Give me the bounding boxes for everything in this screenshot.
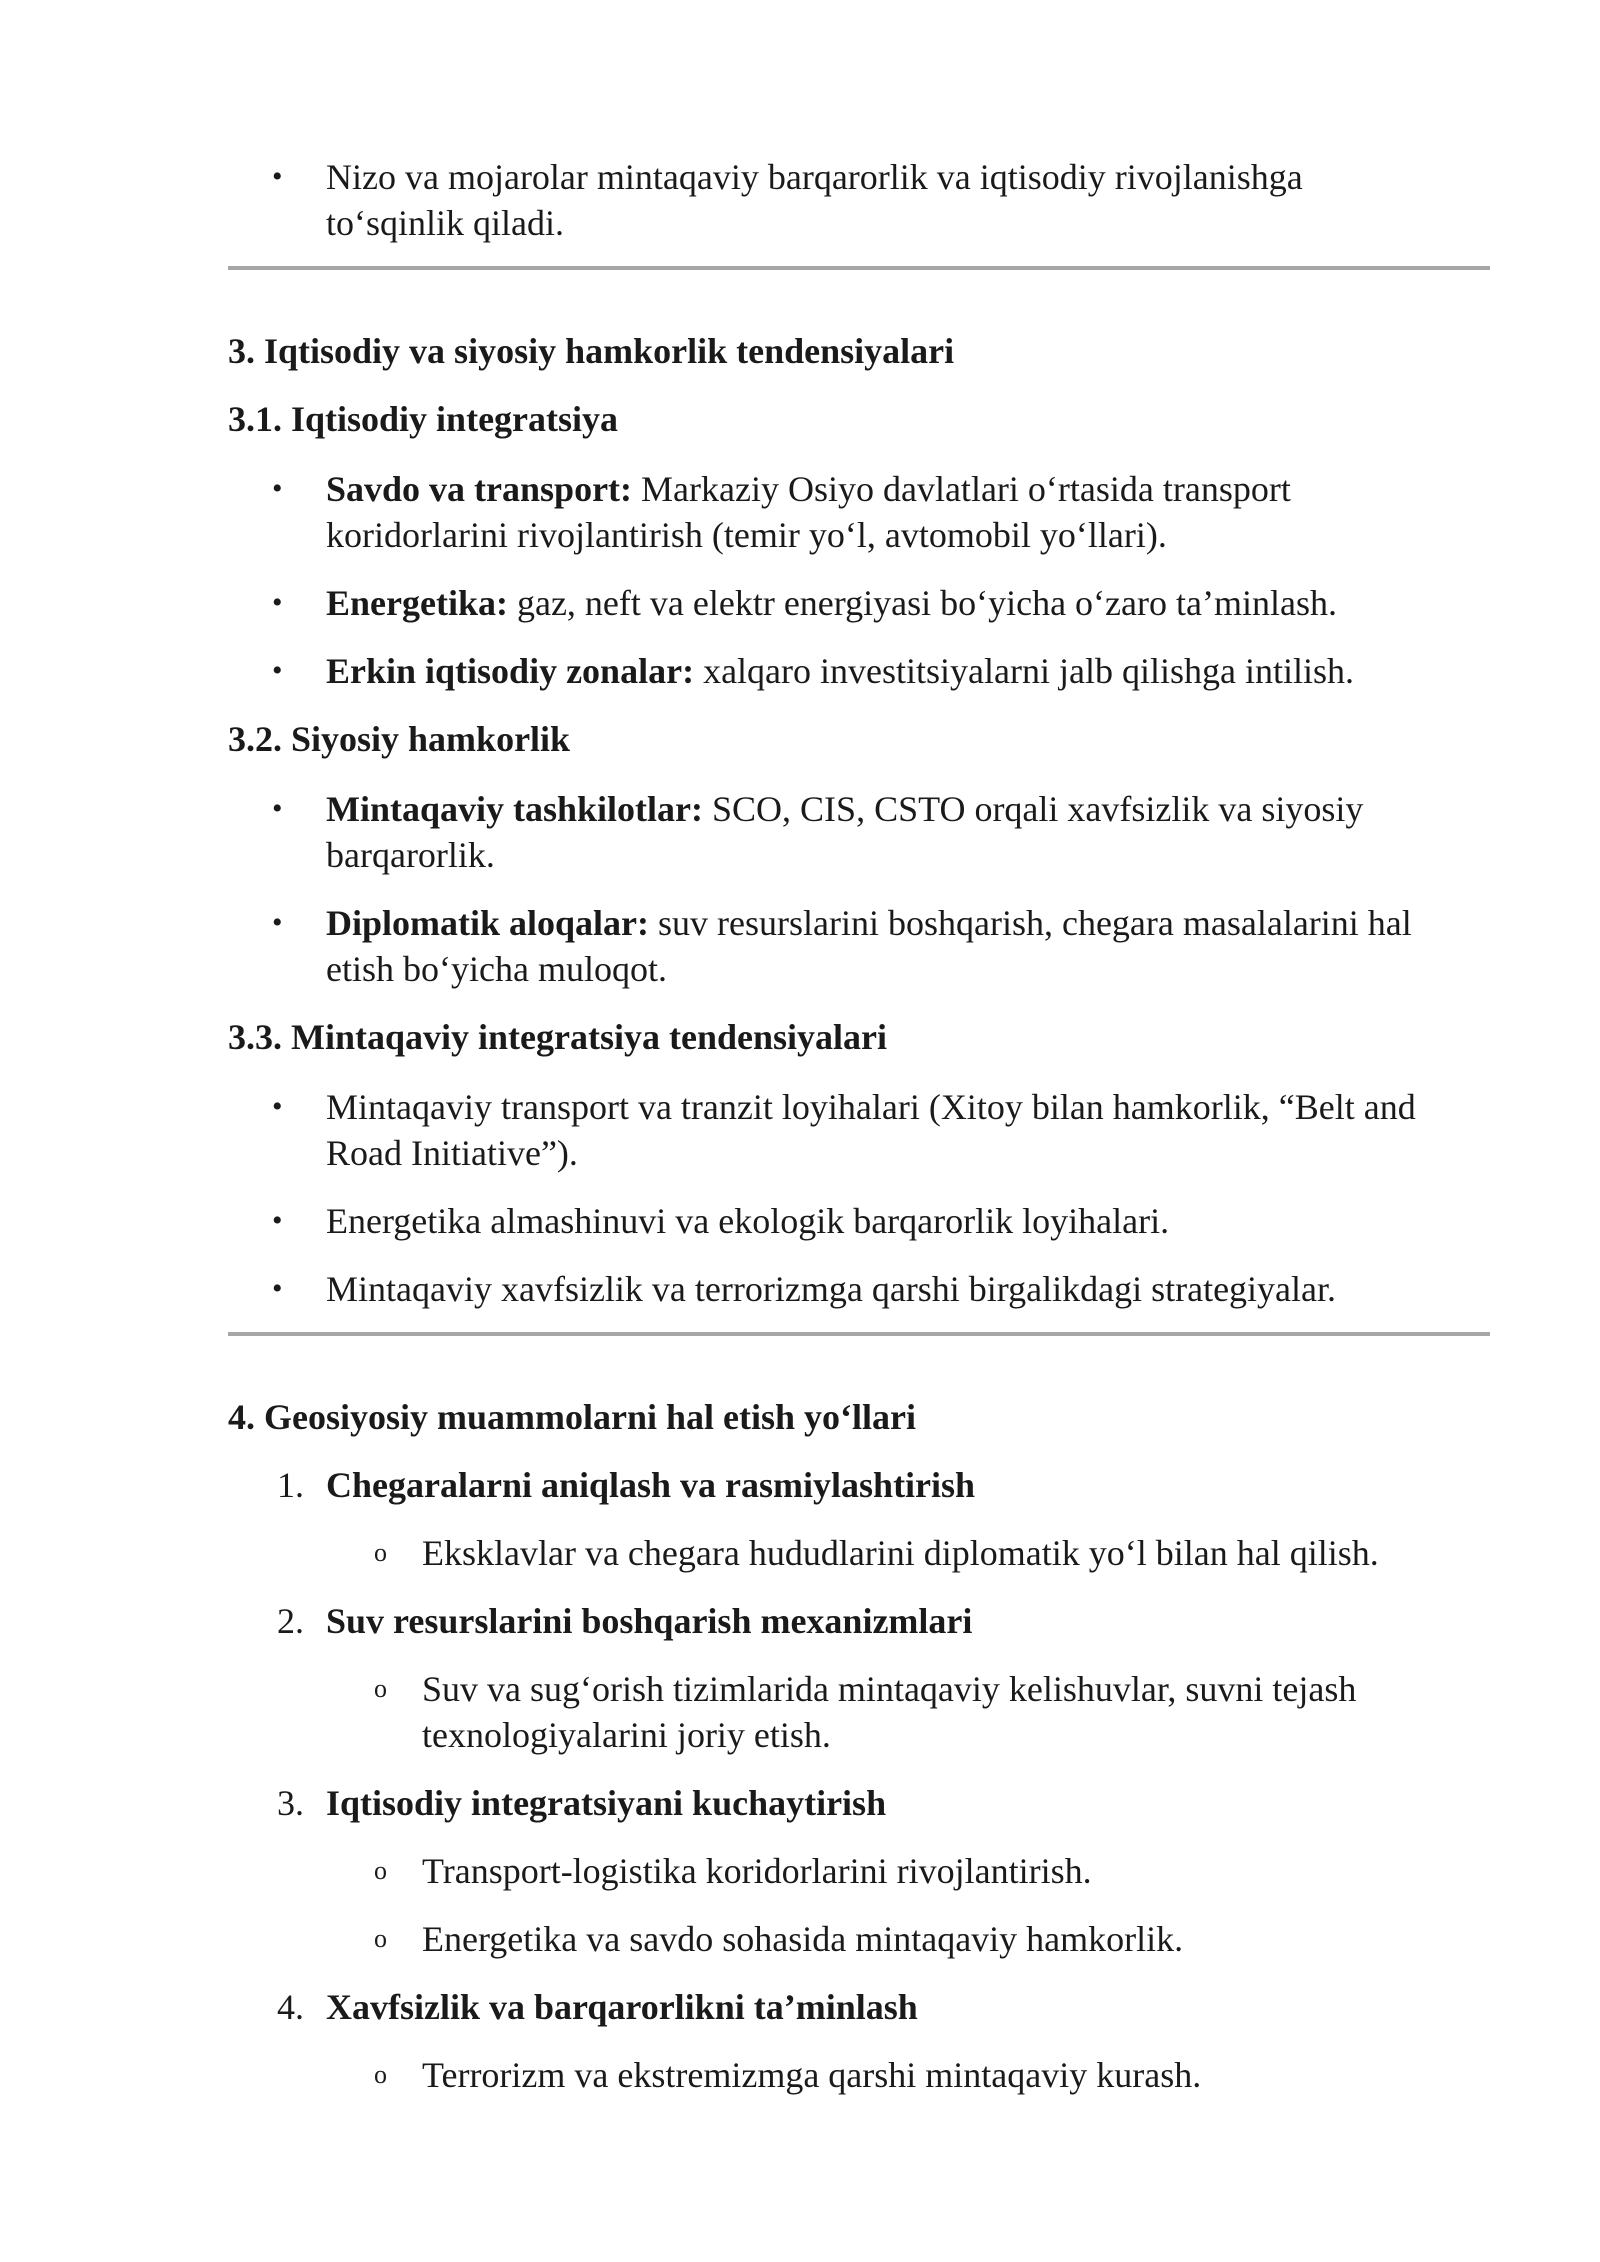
sub-bullet-marker: o <box>374 1674 387 1703</box>
bullet-marker: • <box>272 472 283 505</box>
list-item <box>326 900 1412 946</box>
list-item: Mintaqaviy transport va tranzit loyihalari (Xitoy bilan hamkorlik, “Belt and <box>326 1087 1416 1127</box>
intro-bullet-line2: to‘sqinlik qiladi. <box>326 203 564 243</box>
item-text-continued: Road Initiative”). <box>326 1133 578 1173</box>
sub-list-item-continued: texnologiyalarini joriy etish. <box>422 1715 831 1755</box>
sub-list-item: Eksklavlar va chegara hududlarini diplomatik yo‘l bilan hal qilish. <box>422 1533 1379 1573</box>
item-term: Erkin iqtisodiy zonalar: <box>326 651 695 691</box>
item-term: Savdo va transport: <box>326 469 633 509</box>
list-item <box>326 466 1291 512</box>
sub-bullet-marker: o <box>374 1856 387 1885</box>
section-divider <box>228 1332 1490 1336</box>
intro-bullet-line1: Nizo va mojarolar mintaqaviy barqarorlik va iqtisodiy rivojlanishga <box>326 157 1303 197</box>
item-text-continued: barqarorlik. <box>326 835 495 875</box>
item-text: suv resurslarini boshqarish, chegara masalalarini hal <box>649 903 1412 943</box>
list-number: 1. <box>277 1465 304 1505</box>
list-item <box>326 580 1337 626</box>
subsection-3-2-heading: 3.2. Siyosiy hamkorlik <box>228 719 571 759</box>
item-text: gaz, neft va elektr energiyasi bo‘yicha o‘zaro ta’minlash. <box>507 583 1337 623</box>
sub-list-item: Transport-logistika koridorlarini rivojlantirish. <box>422 1851 1092 1891</box>
list-number: 3. <box>277 1783 304 1823</box>
bullet-marker: • <box>272 792 283 825</box>
bullet-marker: • <box>272 586 283 619</box>
item-text: SCO, CIS, CSTO orqali xavfsizlik va siyosiy <box>703 789 1364 829</box>
numbered-item-title: Iqtisodiy integratsiyani kuchaytirish <box>326 1783 887 1823</box>
numbered-item-title: Chegaralarni aniqlash va rasmiylashtirish <box>326 1465 976 1505</box>
bullet-marker: • <box>272 160 283 193</box>
item-text: Markaziy Osiyo davlatlari o‘rtasida transport <box>632 469 1291 509</box>
numbered-item-title: Xavfsizlik va barqarorlikni ta’minlash <box>326 1987 918 2027</box>
sub-list-item: Terrorizm va ekstremizmga qarshi mintaqaviy kurash. <box>422 2055 1202 2095</box>
bullet-marker: • <box>272 1204 283 1237</box>
list-number: 4. <box>277 1987 304 2027</box>
item-text-continued: etish bo‘yicha muloqot. <box>326 949 667 989</box>
numbered-item-title: Suv resurslarini boshqarish mexanizmlari <box>326 1601 973 1641</box>
section-divider <box>228 266 1490 270</box>
item-term: Mintaqaviy tashkilotlar: <box>326 789 704 829</box>
list-item <box>326 786 1363 832</box>
item-text: xalqaro investitsiyalarni jalb qilishga intilish. <box>694 651 1354 691</box>
list-item <box>326 648 1354 694</box>
list-item: Energetika almashinuvi va ekologik barqarorlik loyihalari. <box>326 1201 1170 1241</box>
bullet-marker: • <box>272 906 283 939</box>
sub-bullet-marker: o <box>374 1538 387 1567</box>
subsection-3-3-heading: 3.3. Mintaqaviy integratsiya tendensiyalari <box>228 1017 887 1057</box>
sub-bullet-marker: o <box>374 1924 387 1953</box>
sub-list-item: Suv va sug‘orish tizimlarida mintaqaviy kelishuvlar, suvni tejash <box>422 1669 1357 1709</box>
item-term: Diplomatik aloqalar: <box>326 903 650 943</box>
item-text-continued: koridorlarini rivojlantirish (temir yo‘l, avtomobil yo‘llari). <box>326 515 1167 555</box>
sub-bullet-marker: o <box>374 2060 387 2089</box>
sub-list-item: Energetika va savdo sohasida mintaqaviy hamkorlik. <box>422 1919 1184 1959</box>
subsection-3-1-heading: 3.1. Iqtisodiy integratsiya <box>228 399 619 439</box>
list-number: 2. <box>277 1601 304 1641</box>
bullet-marker: • <box>272 1272 283 1305</box>
bullet-marker: • <box>272 654 283 687</box>
item-term: Energetika: <box>326 583 508 623</box>
bullet-marker: • <box>272 1090 283 1123</box>
section-4-heading: 4. Geosiyosiy muammolarni hal etish yo‘llari <box>228 1397 916 1437</box>
section-3-heading: 3. Iqtisodiy va siyosiy hamkorlik tendensiyalari <box>228 331 955 371</box>
list-item: Mintaqaviy xavfsizlik va terrorizmga qarshi birgalikdagi strategiyalar. <box>326 1269 1337 1309</box>
